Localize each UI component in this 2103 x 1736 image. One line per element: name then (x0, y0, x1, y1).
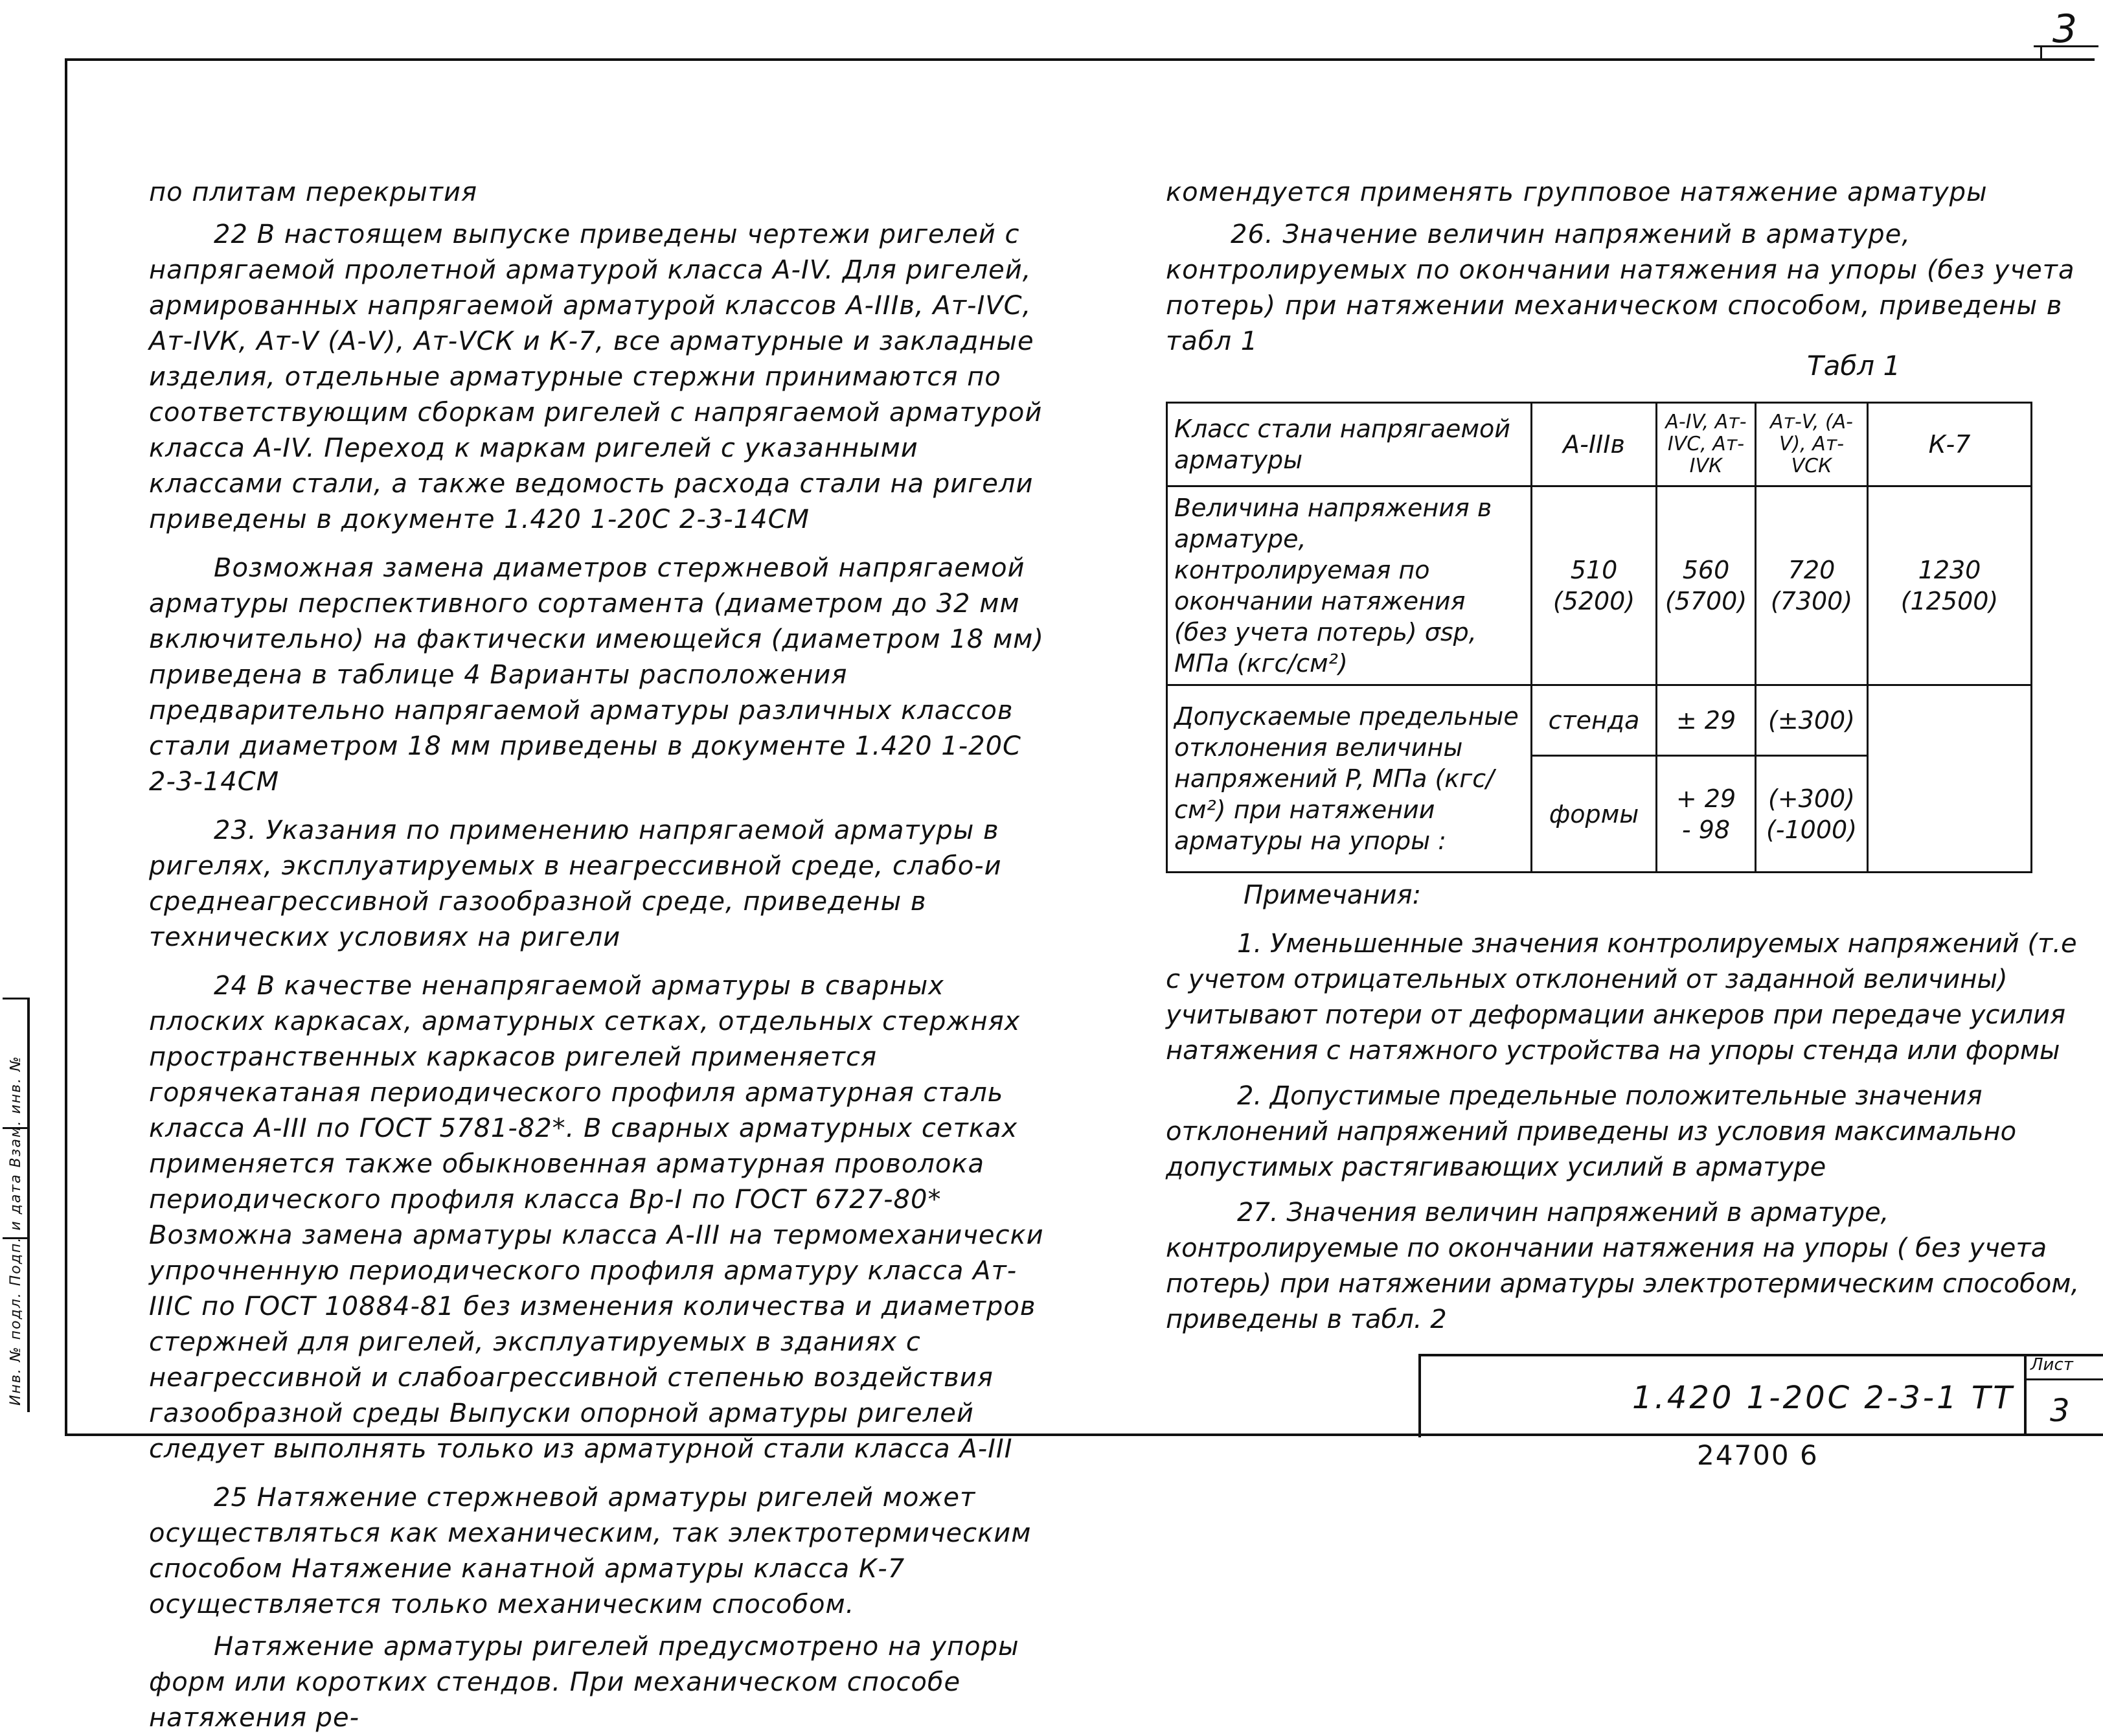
table-row2-stand-value: ± 29 (1657, 685, 1756, 756)
inventory-number: 24700 6 (1697, 1439, 1819, 1471)
table-row2-form-value: + 29 - 98 (1657, 756, 1756, 873)
table-row2-stand: стенда (1532, 685, 1657, 756)
notes-section (1166, 878, 2086, 1338)
table-row2-label: Допускаемые предельные отклонения величины напряжений P, МПа (кгс/см²) при натяжении арматуры на упоры : (1167, 685, 1532, 873)
note-2: 2. Допустимые предельные положительные значения отклонений напряжений приведены из условия максимально допустимых растягивающих усилий в арматуре (1166, 1081, 2017, 1182)
table-row1-label: Величина напряжения в арматуре, контролируемая по окончании натяжения (без учета потерь) σsp, МПа (кгс/см²) (1167, 486, 1532, 685)
paragraph-25: 25 Натяжение стержневой арматуры ригелей может осуществляться как механическим, так электротермическим способом Натяжение канатной арматуры класса К-7 осуществляется только механическим способом. (149, 1483, 1032, 1619)
right-column-top (1166, 175, 2086, 360)
table-header-a3v: А-IIIв (1532, 403, 1657, 486)
sheet-label-line (2024, 1378, 2103, 1380)
left-column (149, 175, 1056, 1736)
table-header-at5: Ат-V, (А-V), Ат-VСК (1756, 403, 1868, 486)
table-row1-a3v: 510 (5200) (1532, 486, 1657, 685)
continuation-text: комендуется применять групповое натяжение арматуры (1166, 177, 1988, 207)
paragraph-24: 24 В качестве ненапрягаемой арматуры в сварных плоских каркасах, арматурных сетках, отдельных стержнях пространственных каркасов ригелей применяется горячекатаная периодического профиля арматурная сталь класса А-III по ГОСТ 5781-82*. В сварных арматурных сетках применяется также обыкновенная арматурная проволока периодического профиля класса Вр-I по ГОСТ 6727-80* Возможна замена арматуры класса А-III на термомеханически упрочненную периодического профиля арматуру класса Ат-IIIС по ГОСТ 10884-81 без изменения количества и диаметров стержней для ригелей, эксплуатируемых в зданиях с неагрессивной и слабоагрессивной степенью воздействия газообразной среды Выпуски опорной арматуры ригелей следует выполнять только из арматурной стали класса А-III (149, 971, 1044, 1464)
note-1: 1. Уменьшенные значения контролируемых напряжений (т.е с учетом отрицательных отклонений от заданной величины) учитывают потери от деформации анкеров при передаче усилия натяжения с натяжного устройства на упоры стенда или формы (1166, 929, 2077, 1066)
notes-title: Примечания: (1244, 880, 1422, 910)
paragraph-27: 27. Значения величин напряжений в арматуре, контролируемые по окончании натяжения на упоры ( без учета потерь) при натяжении арматуры электротермическим способом, приведены в табл. 2 (1166, 1198, 2080, 1334)
table-row1-at5: 720 (7300) (1756, 486, 1868, 685)
table-row1-a4: 560 (5700) (1657, 486, 1756, 685)
table-row2-empty (1868, 685, 2032, 873)
document-code: 1.420 1-20С 2-3-1 ТТ (1632, 1380, 2015, 1416)
table-row1-k7: 1230 (12500) (1868, 486, 2032, 685)
table-header-a4: А-IV, Ат-IVС, Ат-IVК (1657, 403, 1756, 486)
paragraph-22: 22 В настоящем выпуске приведены чертежи ригелей с напрягаемой пролетной арматурой класса А-IV. Для ригелей, армированных напрягаемой арматурой классов А-IIIв, Ат-IVС, Ат-IVК, Ат-V (А-V), Ат-VСК и К-7, все арматурные и закладные изделия, отдельные арматурные стержни принимаются по соответствующим сборкам ригелей с напрягаемой арматурой класса А-IV. Переход к маркам ригелей с указанными классами стали, а также ведомость расхода стали на ригели приведены в документе 1.420 1-20С 2-3-14СМ (149, 220, 1043, 534)
corner-mark: 3 (2052, 6, 2077, 52)
table-row2-form: формы (1532, 756, 1657, 873)
paragraph-tension: Натяжение арматуры ригелей предусмотрено на упоры форм или коротких стендов. При механическом способе натяжения ре- (149, 1632, 1019, 1733)
corner-vline (2040, 45, 2042, 60)
side-stamp-text: Инв. № подл. Подп. и дата Взам. инв. № (8, 1055, 24, 1406)
table-row2-stand-value2: (±300) (1756, 685, 1868, 756)
title-block-divider (2024, 1354, 2027, 1435)
table-caption: Табл 1 (1807, 350, 1901, 382)
paragraph-23: 23. Указания по применению напрягаемой арматуры в ригелях, эксплуатируемых в неагрессивной среде, слабо-и среднеагрессивной газообразной среде, приведены в технических условиях на ригели (149, 816, 1002, 952)
side-stamp-divider (3, 998, 27, 999)
table-1 (1166, 402, 2032, 873)
table-header-class: Класс стали напрягаемой арматуры (1167, 403, 1532, 486)
sheet-label: Лист (2030, 1355, 2073, 1375)
paragraph-diameter-replacement: Возможная замена диаметров стержневой напрягаемой арматуры перспективного сортамента (диаметром до 32 мм включительно) на фактически имеющейся (диаметром 18 мм) приведена в таблице 4 Варианты расположения предварительно напрягаемой арматуры различных классов стали диаметром 18 мм приведены в документе 1.420 1-20С 2-3-14СМ (149, 553, 1044, 797)
table-row2-form-value2: (+300) (-1000) (1756, 756, 1868, 873)
paragraph-26: 26. Значение величин напряжений в арматуре, контролируемых по окончании натяжения на упоры (без учета потерь) при натяжении механическом способом, приведены в табл 1 (1166, 220, 2075, 356)
table-header-k7: К-7 (1868, 403, 2032, 486)
left-heading: по плитам перекрытия (149, 177, 478, 207)
sheet-number: 3 (2050, 1393, 2070, 1429)
